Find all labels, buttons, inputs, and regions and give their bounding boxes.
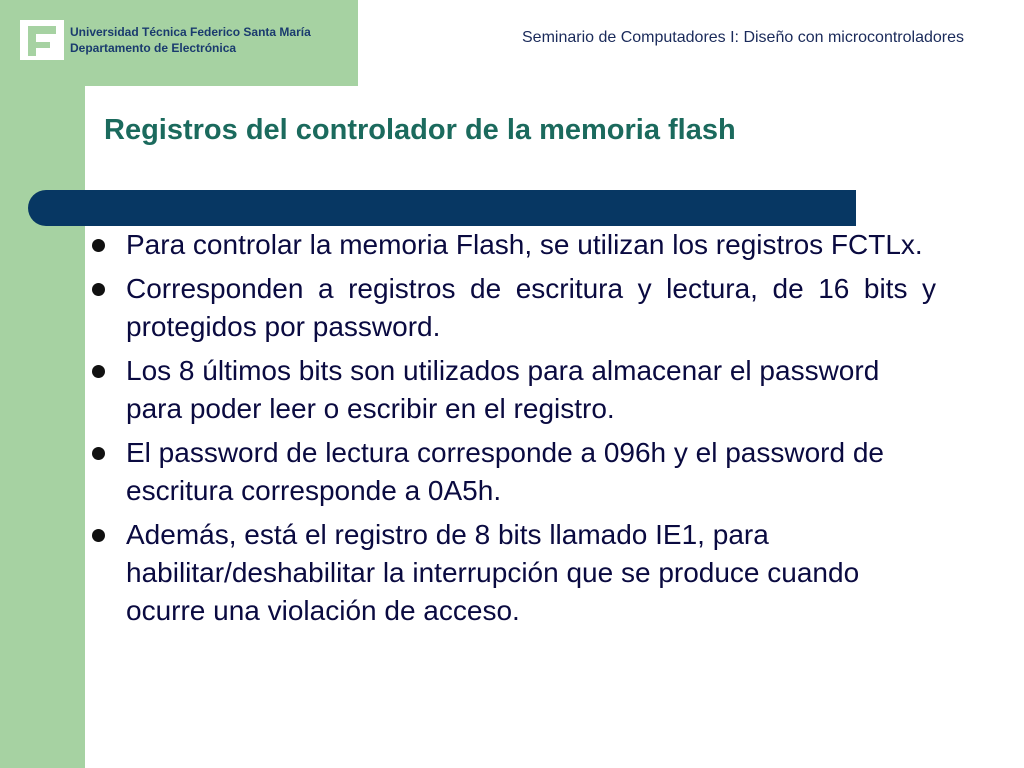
course-title: Seminario de Computadores I: Diseño con microcontroladores [522,29,964,46]
sidebar-green-band [0,0,85,768]
bullet-text: Corresponden a registros de escritura y lectura, de 16 bits y protegidos por password. [126,273,936,342]
bullet-icon [92,365,105,378]
bullet-icon [92,529,105,542]
bullet-icon [92,283,105,296]
title-underline-bar [28,190,856,226]
university-line-2: Departamento de Electrónica [70,41,237,55]
slide-title: Registros del controlador de la memoria flash [104,114,736,146]
list-item [88,226,936,264]
list-item [88,352,936,428]
university-name [70,24,311,56]
bullet-text: Para controlar la memoria Flash, se utilizan los registros FCTLx. [126,229,923,260]
bullet-icon [92,239,105,252]
list-item [88,270,936,346]
bullet-text: Además, está el registro de 8 bits llamado IE1, para habilitar/deshabilitar la interrupción que se produce cuando ocurre una violación de acceso. [126,519,860,626]
university-line-1: Universidad Técnica Federico Santa María [70,25,311,39]
bullet-list [88,226,936,636]
university-logo-icon [18,18,66,62]
list-item [88,516,936,630]
bullet-icon [92,447,105,460]
bullet-text: Los 8 últimos bits son utilizados para almacenar el password para poder leer o escribir en el registro. [126,355,880,424]
list-item [88,434,936,510]
bullet-text: El password de lectura corresponde a 096h y el password de escritura corresponde a 0A5h. [126,437,884,506]
